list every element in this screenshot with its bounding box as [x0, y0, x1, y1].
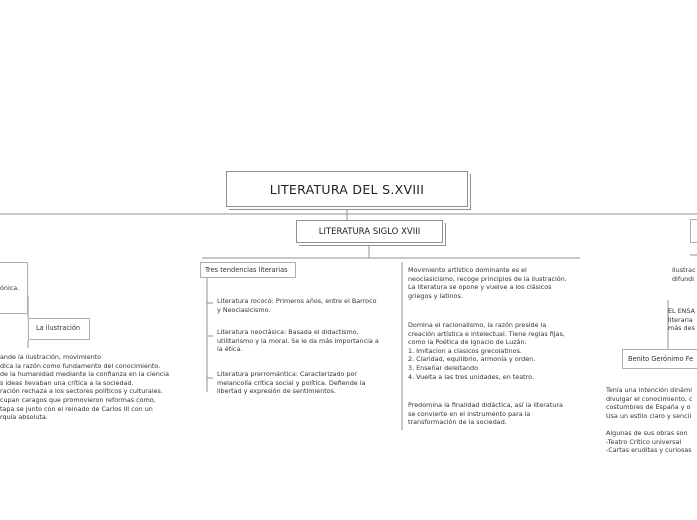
right-partial-ensayo: EL ENSA literaria más des	[668, 307, 695, 333]
right-partial-ilustracion: Ilustrac difundi	[672, 266, 696, 283]
subtopic-node[interactable]	[296, 220, 443, 243]
racionalismo-paragraph: Domina el racionalismo, la razón preside la creación artística e intelectual. Tiene reglas fijas, como la Poética de Ignacio de Luzán: 1. Imitacion a clasicos grecolatinos. 2. Claridad, equilibrio, armonía y orden. 3. Enseñar deleitando 4. Vuelta a las tres unidades, en teatro.	[408, 321, 565, 381]
benito-text: Tenía una intención dinámi divulgar el conocimiento, c costumbres de España y o Usa un estilo claro y sencil Algunas de sus obras son -Teatro Crítico universal -Cartas eruditas y curiosas	[606, 386, 693, 455]
right-partial-node[interactable]	[690, 219, 697, 243]
tendencia-rococo: Literatura rococó: Primeros años, entre el Barroco y Neoclasicismo.	[217, 297, 377, 314]
subtopic-title: LITERATURA SIGLO XVIII	[318, 226, 421, 237]
tendencia-prerromantica: Literatura prerromántica: Caracterizado por melancolía crítica social y política. Defiende la libertad y expresión de sentimientos.	[217, 370, 366, 396]
neoclasicismo-paragraph: Movimiento artístico dominante es el neoclasicismo, recoge principios de la ilustración. La literatura se opone y vuelve a los clásicos griegos y latinos.	[408, 266, 567, 300]
tendencia-neoclasica: Literatura neoclásica: Basada el didactismo, utilitarismo y la moral. Se le da más importancia a la ética.	[217, 328, 379, 354]
central-topic-node[interactable]	[226, 171, 468, 207]
didactica-paragraph: Predomina la finalidad didáctica, así la literatura se convierte en el instrumento para la transformación de la sociedad.	[408, 401, 563, 427]
benito-label: Benito Gerónimo Fe	[628, 355, 694, 363]
ilustracion-label: La ilustración	[36, 324, 81, 332]
tendencias-label: Tres tendencias literarias	[205, 266, 288, 274]
ilustracion-text: ande la ilustración, movimiento dica la razón como fundamento del conocimiento. de la humanidad mediante la confianza en la ciencia s ideas llevaban una crítica a la sociedad. ración rechaza a los sectores políticos y culturales. cupan caragos que promovieron reformas como, tapa se junto con el reinado de Carlos III con un rquía absoluta.	[0, 353, 169, 422]
central-topic-title: LITERATURA DEL S.XVIII	[269, 181, 425, 197]
left-partial-text: ónica.	[0, 284, 20, 292]
